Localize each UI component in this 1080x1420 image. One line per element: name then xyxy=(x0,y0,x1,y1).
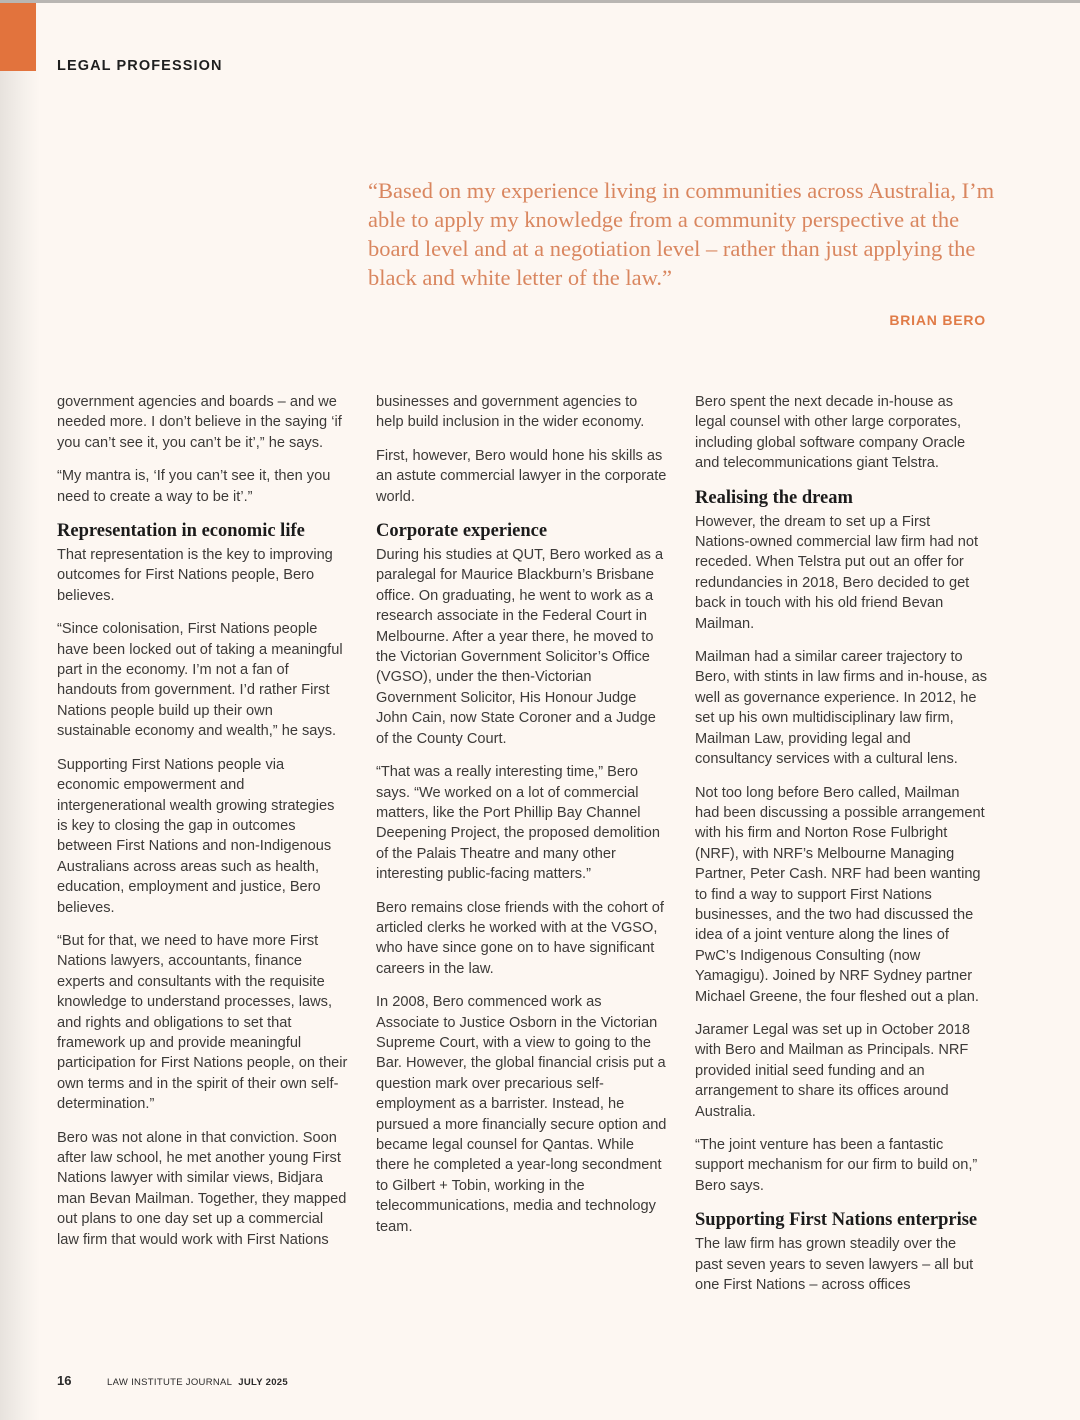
paragraph: “But for that, we need to have more First Nations lawyers, accountants, finance experts and consultants with the requisite knowledge to understand processes, laws, and rights and obligations to set that framework up and provide meaningful participation for First Nations people, on their own terms and in the spirit of their own self-determination.” xyxy=(57,932,348,1113)
paragraph: Jaramer Legal was set up in October 2018 with Bero and Mailman as Principals. NRF provided initial seed funding and an arrangement to share its offices around Australia. xyxy=(695,1021,971,1120)
paragraph: The law firm has grown steadily over the past seven years to seven lawyers – all but one First Nations – across offices xyxy=(695,1236,974,1294)
paragraph: That representation is the key to improving outcomes for First Nations people, Bero believes. xyxy=(57,547,333,604)
paragraph: Bero was not alone in that conviction. Soon after law school, he met another young First Nations lawyer with similar views, Bidjara man Bevan Mailman. Together, they mapped out plans to one day set up a commercial law firm that would work with First Nations xyxy=(57,1129,347,1248)
paragraph: Mailman had a similar career trajectory to Bero, with stints in law firms and in-house, as well as governance experience. In 2012, he set up his own multidisciplinary law firm, Mailman Law, providing legal and consultancy services with a cultural lens. xyxy=(695,649,987,768)
binding-shadow xyxy=(0,0,40,1420)
paragraph: businesses and government agencies to help build inclusion in the wider economy. xyxy=(376,394,645,431)
page-top-edge xyxy=(0,0,1080,3)
subheading: Corporate experience xyxy=(376,521,548,542)
subheading: Supporting First Nations enterprise xyxy=(695,1210,978,1231)
paragraph: Bero spent the next decade in-house as legal counsel with other large corporates, including global software company Oracle and telecommunications giant Telstra. xyxy=(695,394,966,472)
section-label: LEGAL PROFESSION xyxy=(57,58,223,74)
page-number: 16 xyxy=(57,1373,72,1388)
paragraph: “Since colonisation, First Nations people have been locked out of taking a meaningful part in the economy. I’m not a fan of handouts from government. I’d rather First Nations people build up their own sustainable economy and wealth,” he says. xyxy=(57,621,343,740)
paragraph: “My mantra is, ‘If you can’t see it, then you need to create a way to be it’.” xyxy=(57,468,331,505)
page-footer xyxy=(57,1373,288,1388)
article-column-2 xyxy=(376,392,668,1250)
paragraph: Supporting First Nations people via economic empowerment and intergenerational wealth growing strategies is key to closing the gap in outcomes between First Nations and non-Indigenous Australians across areas such as health, education, employment and justice, Bero believes. xyxy=(57,756,335,916)
article-column-1 xyxy=(57,392,349,1263)
article-column-3 xyxy=(695,392,987,1308)
paragraph: During his studies at QUT, Bero worked as a paralegal for Maurice Blackburn’s Brisbane office. On graduating, he went to work as a research associate in the Federal Court in Melbourne. After a year there, he moved to the Victorian Government Solicitor’s Office (VGSO), under the then-Victorian Government Solicitor, His Honour Judge John Cain, now State Coroner and a Judge of the County Court. xyxy=(376,547,664,747)
journal-name: LAW INSTITUTE JOURNAL xyxy=(107,1377,233,1388)
section-accent-tab xyxy=(0,3,36,71)
paragraph: Not too long before Bero called, Mailman had been discussing a possible arrangement with his firm and Norton Rose Fulbright (NRF), with NRF’s Melbourne Managing Partner, Peter Cash. NRF had been wanting to find a way to support First Nations businesses, and the two had discussed the idea of a joint venture along the lines of PwC’s Indigenous Consulting (now Yamagigu). Joined by NRF Sydney partner Michael Greene, the four fleshed out a plan. xyxy=(695,784,985,1005)
pull-quote: “Based on my experience living in communities across Australia, I’m able to apply my knowledge from a community perspective at the board level and at a negotiation level – rather than just applying the black and white letter of the law.” xyxy=(368,178,995,290)
paragraph: “That was a really interesting time,” Bero says. “We worked on a lot of commercial matters, like the Port Phillip Bay Channel Deepening Project, the proposed demolition of the Palais Theatre and many other interesting public-facing matters.” xyxy=(376,764,660,883)
issue-date: JULY 2025 xyxy=(238,1377,288,1388)
subheading: Representation in economic life xyxy=(57,521,305,542)
subheading: Realising the dream xyxy=(695,487,853,508)
paragraph: “The joint venture has been a fantastic support mechanism for our firm to build on,” Bero says. xyxy=(695,1137,978,1194)
paragraph: government agencies and boards – and we needed more. I don’t believe in the saying ‘if you can’t see it, you can’t be it’,” he says. xyxy=(57,394,342,451)
paragraph: Bero remains close friends with the cohort of articled clerks he worked with at the VGSO, who have since gone on to have significant careers in the law. xyxy=(376,899,664,977)
pull-quote-attribution: BRIAN BERO xyxy=(889,312,986,328)
paragraph: In 2008, Bero commenced work as Associate to Justice Osborn in the Victorian Supreme Court, with a view to going to the Bar. However, the global financial crisis put a question mark over precarious self-employment as a barrister. Instead, he pursued a more financially secure option and became legal counsel for Qantas. While there he completed a year-long secondment to Gilbert + Tobin, working in the telecommunications, media and technology team. xyxy=(376,994,667,1235)
paragraph: First, however, Bero would hone his skills as an astute commercial lawyer in the corporate world. xyxy=(376,447,667,505)
paragraph: However, the dream to set up a First Nations-owned commercial law firm had not receded. When Telstra put out an offer for redundancies in 2018, Bero decided to get back in touch with his old friend Bevan Mailman. xyxy=(695,513,979,632)
